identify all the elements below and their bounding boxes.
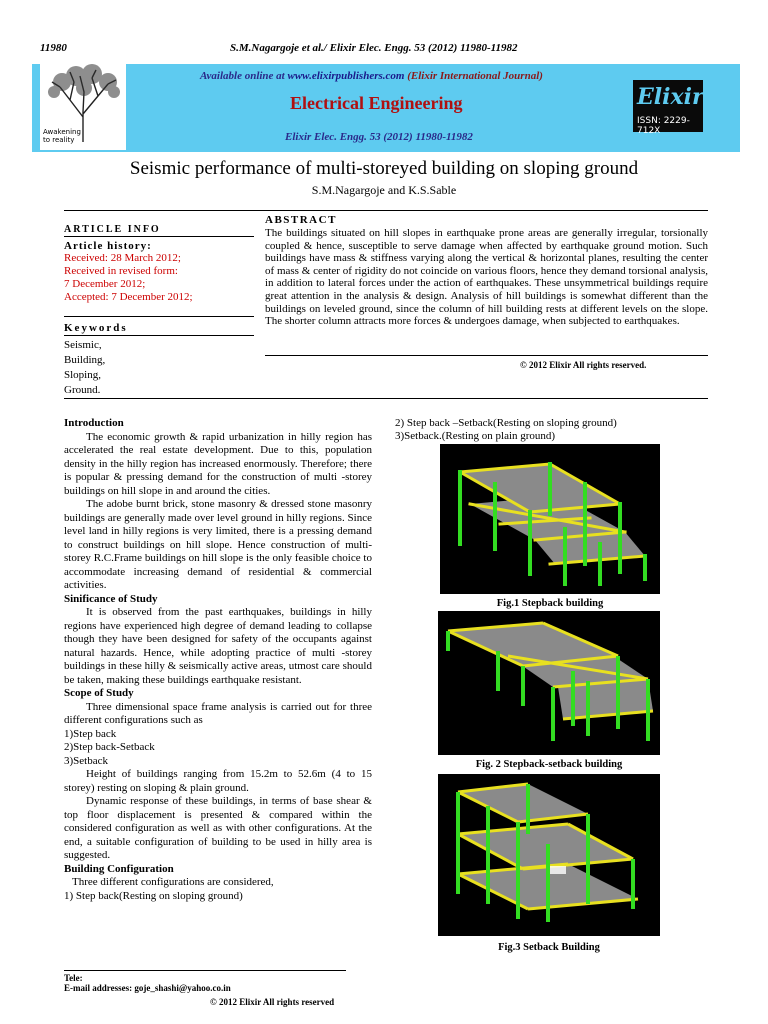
- figure-stepback-setback-image: [438, 611, 660, 755]
- journal-name: Electrical Engineering: [290, 93, 463, 113]
- abstract-rule: [265, 355, 708, 356]
- keywords-list: [64, 338, 105, 398]
- running-head: S.M.Nagargoje et al./ Elixir Elec. Engg. 53 (2012) 11980-11982: [230, 42, 518, 54]
- figure-2-caption: Fig. 2 Stepback-setback building: [475, 759, 623, 770]
- keyword: Building,: [64, 354, 106, 366]
- footnote-tele: Tele:: [64, 973, 83, 983]
- citation: Elixir Elec. Engg. 53 (2012) 11980-11982: [285, 131, 473, 143]
- footnote-rule: [64, 970, 346, 971]
- abstract-text: The buildings situated on hill slopes in earthquake prone areas are generally irregular, torsionally coupled & hence, susceptible to serve damage when affected by earthquake ground motion. Such buildings have mass & stiffness varying along the vertical & horizontal planes, resulting the center of mass & center of rigidity do not coincide on various floors, hence they demand torsional analysis, in addition to lateral forces under the action of earthquakes. These unsymmetrical buildings require great attention in the analysis & design. Analysis of hill buildings is somewhat different than the buildings on leveled ground, since the column of hill building rests at different levels on the slope. The shorter column attracts more forces & undergoes damage, when subjected to earthquakes.: [265, 227, 708, 328]
- list-item: 3)Setback: [64, 754, 108, 767]
- figure-stepback-image: [440, 444, 660, 594]
- list-item: 2)Step back-Setback: [64, 741, 155, 753]
- available-prefix: Available online at: [200, 70, 288, 82]
- figure-setback-image: [438, 774, 660, 936]
- journal-tag: (Elixir International Journal): [404, 70, 543, 82]
- paragraph: Three different configurations are considered,: [72, 876, 274, 888]
- paragraph: Three dimensional space frame analysis is carried out for three different configurations such as: [64, 700, 372, 726]
- paragraph: Height of buildings ranging from 15.2m to 52.6m (4 to 15 storey) resting on sloping & plain ground.: [64, 768, 372, 794]
- tree-caption-1: Awakening: [43, 128, 81, 136]
- footnote-email: E-mail addresses: goje_shashi@yahoo.co.in: [64, 983, 231, 993]
- keywords-heading: Keywords: [64, 322, 128, 334]
- list-item: 2) Step back –Setback(Resting on sloping ground): [395, 417, 617, 429]
- keyword: Seismic,: [64, 339, 102, 351]
- list-item: 3)Setback.(Resting on plain ground): [395, 430, 556, 442]
- elixir-logo: [633, 80, 704, 136]
- keyword: Ground.: [64, 384, 101, 396]
- logo-text: Elixir: [637, 84, 704, 110]
- history-heading: Article history:: [64, 240, 152, 252]
- abstract-heading: ABSTRACT: [265, 214, 337, 226]
- section-heading: Sinificance of Study: [64, 592, 158, 605]
- tree-logo-icon: [40, 62, 126, 150]
- history-item: Accepted: 7 December 2012;: [64, 291, 193, 303]
- config-list: [395, 417, 735, 443]
- paper-title: Seismic performance of multi-storeyed building on sloping ground: [129, 158, 639, 179]
- tree-caption-2: to reality: [43, 136, 75, 144]
- keyword: Sloping,: [64, 369, 101, 381]
- bottom-rule: [64, 398, 708, 399]
- paragraph: The economic growth & rapid urbanization in hilly region has accelerated the real estate development. Due to this, population density in the hilly region has increased enormously. Therefore; there is popular & pressing demand for the construction of multi -storey buildings on hill slope in and around the cities.: [64, 430, 372, 497]
- history-item: Received: 28 March 2012;: [64, 252, 181, 264]
- article-info-heading: ARTICLE INFO: [64, 224, 161, 235]
- available-online: [200, 70, 543, 82]
- paper-authors: S.M.Nagargoje and K.S.Sable: [311, 183, 457, 197]
- info-rule: [64, 236, 254, 237]
- list-item: 1) Step back(Resting on sloping ground): [64, 889, 243, 902]
- paragraph: It is observed from the past earthquakes, buildings in hilly regions have experienced high degree of demand leading to collapse though they have been designed for safety of the occupants against natural hazards. Hence, while adopting practice of multi -storey buildings in these hilly & seismically active areas, utmost care should be taken, making these buildings earthquake resistant.: [64, 606, 372, 686]
- list-item: 1)Step back: [64, 727, 117, 740]
- top-rule: [64, 210, 708, 211]
- publisher-link[interactable]: www.elixirpublishers.com: [287, 70, 405, 82]
- history-list: [64, 252, 193, 304]
- history-item: 7 December 2012;: [64, 278, 146, 290]
- keywords-rule: [64, 335, 254, 336]
- figure-3-caption: Fig.3 Setback Building: [498, 942, 600, 953]
- body-left-column: [64, 417, 372, 903]
- paragraph: Dynamic response of these buildings, in terms of base shear & top floor displacement is presented & compared within the considered configuration as well as with other configurations. At the end, a suitable configuration of building to be used in hilly area is suggested.: [64, 795, 372, 861]
- history-item: Received in revised form:: [64, 265, 178, 277]
- figure-1-caption: Fig.1 Stepback building: [496, 598, 604, 609]
- footer-rights: © 2012 Elixir All rights reserved: [210, 997, 335, 1007]
- page-number: 11980: [40, 42, 67, 54]
- section-heading: Introduction: [64, 417, 124, 429]
- section-heading: Scope of Study: [64, 687, 134, 699]
- paragraph: The adobe burnt brick, stone masonry & dressed stone masonry buildings are generally made over level ground in hilly regions. Since level land in hilly regions is very limited, there is a pressing demand to construct buildings on hill slope. Hence construction of multi-storey R.C.Frame buildings on hill slope is the only feasible choice to accommodate increasing demand of residential & commercial activities.: [64, 498, 372, 591]
- history-rule: [64, 316, 254, 317]
- issn: ISSN: 2229-712X: [637, 116, 690, 136]
- abstract-rights: © 2012 Elixir All rights reserved.: [520, 360, 647, 370]
- section-heading: Building Configuration: [64, 862, 174, 875]
